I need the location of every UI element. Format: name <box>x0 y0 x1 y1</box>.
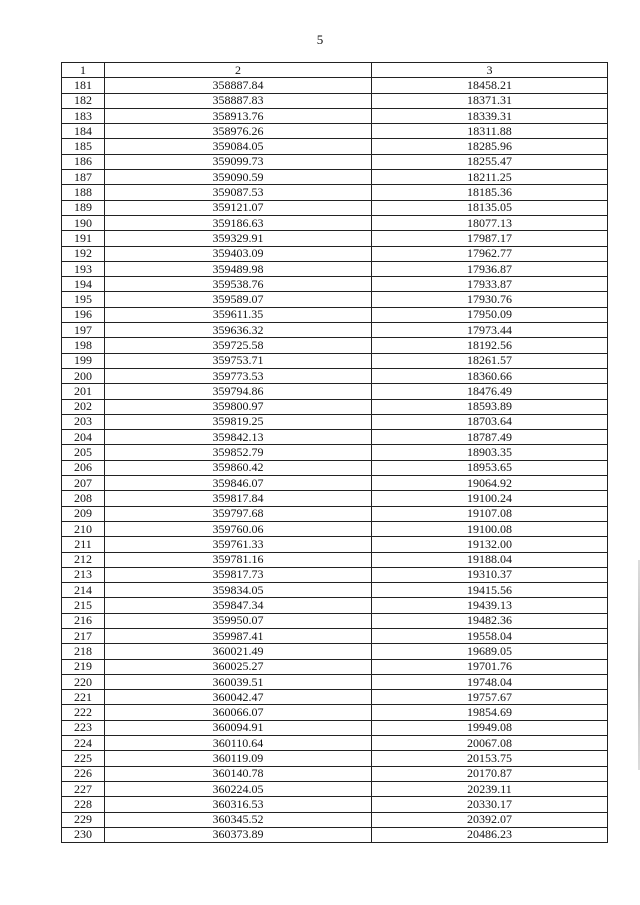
y-coordinate-cell: 18787.49 <box>372 430 608 445</box>
point-number-cell: 215 <box>62 598 105 613</box>
x-coordinate-cell: 359781.16 <box>105 552 372 567</box>
table-body <box>62 78 608 843</box>
point-number-cell: 205 <box>62 445 105 460</box>
table-row <box>62 797 608 812</box>
x-coordinate-cell: 359090.59 <box>105 170 372 185</box>
table-row <box>62 78 608 93</box>
x-coordinate-cell: 359842.13 <box>105 430 372 445</box>
x-coordinate-cell: 360110.64 <box>105 736 372 751</box>
y-coordinate-cell: 18953.65 <box>372 460 608 475</box>
table-row <box>62 705 608 720</box>
x-coordinate-cell: 359589.07 <box>105 292 372 307</box>
y-coordinate-cell: 18077.13 <box>372 215 608 230</box>
x-coordinate-cell: 360021.49 <box>105 644 372 659</box>
x-coordinate-cell: 359753.71 <box>105 353 372 368</box>
x-coordinate-cell: 359186.63 <box>105 215 372 230</box>
table-row <box>62 353 608 368</box>
x-coordinate-cell: 359084.05 <box>105 139 372 154</box>
y-coordinate-cell: 17933.87 <box>372 277 608 292</box>
table-row <box>62 307 608 322</box>
table-row <box>62 674 608 689</box>
y-coordinate-cell: 19100.24 <box>372 491 608 506</box>
table-row <box>62 277 608 292</box>
y-coordinate-cell: 19482.36 <box>372 613 608 628</box>
table-row <box>62 384 608 399</box>
y-coordinate-cell: 19132.00 <box>372 537 608 552</box>
x-coordinate-cell: 359852.79 <box>105 445 372 460</box>
y-coordinate-cell: 19748.04 <box>372 674 608 689</box>
point-number-cell: 216 <box>62 613 105 628</box>
y-coordinate-cell: 18903.35 <box>372 445 608 460</box>
point-number-cell: 188 <box>62 185 105 200</box>
x-coordinate-cell: 359846.07 <box>105 476 372 491</box>
x-coordinate-cell: 359403.09 <box>105 246 372 261</box>
point-number-cell: 201 <box>62 384 105 399</box>
table-row <box>62 338 608 353</box>
point-number-cell: 199 <box>62 353 105 368</box>
table-row <box>62 751 608 766</box>
point-number-cell: 208 <box>62 491 105 506</box>
point-number-cell: 184 <box>62 124 105 139</box>
x-coordinate-cell: 359761.33 <box>105 537 372 552</box>
point-number-cell: 230 <box>62 827 105 842</box>
table-header <box>62 63 608 78</box>
point-number-cell: 202 <box>62 399 105 414</box>
x-coordinate-cell: 359950.07 <box>105 613 372 628</box>
y-coordinate-cell: 18458.21 <box>372 78 608 93</box>
x-coordinate-cell: 359538.76 <box>105 277 372 292</box>
y-coordinate-cell: 18261.57 <box>372 353 608 368</box>
point-number-cell: 219 <box>62 659 105 674</box>
table-row <box>62 628 608 643</box>
y-coordinate-cell: 20153.75 <box>372 751 608 766</box>
x-coordinate-cell: 359987.41 <box>105 628 372 643</box>
point-number-cell: 187 <box>62 170 105 185</box>
table-row <box>62 399 608 414</box>
x-coordinate-cell: 359817.84 <box>105 491 372 506</box>
table-row <box>62 368 608 383</box>
y-coordinate-cell: 19188.04 <box>372 552 608 567</box>
y-coordinate-cell: 18185.36 <box>372 185 608 200</box>
y-coordinate-cell: 17962.77 <box>372 246 608 261</box>
table-row <box>62 613 608 628</box>
x-coordinate-cell: 358887.83 <box>105 93 372 108</box>
column-header-y: 3 <box>372 63 608 78</box>
table-row <box>62 154 608 169</box>
y-coordinate-cell: 18703.64 <box>372 414 608 429</box>
y-coordinate-cell: 19107.08 <box>372 506 608 521</box>
y-coordinate-cell: 20486.23 <box>372 827 608 842</box>
table-row <box>62 185 608 200</box>
table-row <box>62 659 608 674</box>
point-number-cell: 221 <box>62 690 105 705</box>
y-coordinate-cell: 18339.31 <box>372 108 608 123</box>
y-coordinate-cell: 18371.31 <box>372 93 608 108</box>
y-coordinate-cell: 17950.09 <box>372 307 608 322</box>
point-number-cell: 198 <box>62 338 105 353</box>
point-number-cell: 185 <box>62 139 105 154</box>
point-number-cell: 181 <box>62 78 105 93</box>
x-coordinate-cell: 359819.25 <box>105 414 372 429</box>
x-coordinate-cell: 359834.05 <box>105 583 372 598</box>
point-number-cell: 195 <box>62 292 105 307</box>
point-number-cell: 210 <box>62 521 105 536</box>
table-row <box>62 430 608 445</box>
y-coordinate-cell: 20330.17 <box>372 797 608 812</box>
point-number-cell: 192 <box>62 246 105 261</box>
x-coordinate-cell: 360039.51 <box>105 674 372 689</box>
x-coordinate-cell: 360140.78 <box>105 766 372 781</box>
point-number-cell: 186 <box>62 154 105 169</box>
y-coordinate-cell: 18255.47 <box>372 154 608 169</box>
x-coordinate-cell: 359860.42 <box>105 460 372 475</box>
table-row <box>62 261 608 276</box>
x-coordinate-cell: 359797.68 <box>105 506 372 521</box>
table-row <box>62 246 608 261</box>
x-coordinate-cell: 359636.32 <box>105 323 372 338</box>
table-row <box>62 445 608 460</box>
column-header-point: 1 <box>62 63 105 78</box>
x-coordinate-cell: 360066.07 <box>105 705 372 720</box>
table-row <box>62 827 608 842</box>
x-coordinate-cell: 359611.35 <box>105 307 372 322</box>
x-coordinate-cell: 360345.52 <box>105 812 372 827</box>
x-coordinate-cell: 359817.73 <box>105 567 372 582</box>
y-coordinate-cell: 19701.76 <box>372 659 608 674</box>
x-coordinate-cell: 360373.89 <box>105 827 372 842</box>
y-coordinate-cell: 18476.49 <box>372 384 608 399</box>
x-coordinate-cell: 358976.26 <box>105 124 372 139</box>
table-row <box>62 139 608 154</box>
y-coordinate-cell: 19064.92 <box>372 476 608 491</box>
y-coordinate-cell: 20239.11 <box>372 781 608 796</box>
x-coordinate-cell: 359800.97 <box>105 399 372 414</box>
y-coordinate-cell: 20392.07 <box>372 812 608 827</box>
point-number-cell: 229 <box>62 812 105 827</box>
x-coordinate-cell: 359794.86 <box>105 384 372 399</box>
y-coordinate-cell: 20170.87 <box>372 766 608 781</box>
y-coordinate-cell: 18311.88 <box>372 124 608 139</box>
table-row <box>62 170 608 185</box>
table-row <box>62 491 608 506</box>
table-row <box>62 108 608 123</box>
point-number-cell: 225 <box>62 751 105 766</box>
y-coordinate-cell: 19949.08 <box>372 720 608 735</box>
table-row <box>62 644 608 659</box>
point-number-cell: 220 <box>62 674 105 689</box>
x-coordinate-cell: 360094.91 <box>105 720 372 735</box>
y-coordinate-cell: 20067.08 <box>372 736 608 751</box>
y-coordinate-cell: 19689.05 <box>372 644 608 659</box>
point-number-cell: 183 <box>62 108 105 123</box>
point-number-cell: 212 <box>62 552 105 567</box>
table-row <box>62 720 608 735</box>
point-number-cell: 226 <box>62 766 105 781</box>
table-row <box>62 231 608 246</box>
table-row <box>62 766 608 781</box>
y-coordinate-cell: 19757.67 <box>372 690 608 705</box>
y-coordinate-cell: 19310.37 <box>372 567 608 582</box>
x-coordinate-cell: 360224.05 <box>105 781 372 796</box>
x-coordinate-cell: 359725.58 <box>105 338 372 353</box>
y-coordinate-cell: 18211.25 <box>372 170 608 185</box>
point-number-cell: 213 <box>62 567 105 582</box>
point-number-cell: 222 <box>62 705 105 720</box>
point-number-cell: 182 <box>62 93 105 108</box>
x-coordinate-cell: 360025.27 <box>105 659 372 674</box>
y-coordinate-cell: 17973.44 <box>372 323 608 338</box>
point-number-cell: 206 <box>62 460 105 475</box>
page-number: 5 <box>316 32 324 47</box>
header-row <box>62 63 608 78</box>
table-row <box>62 552 608 567</box>
point-number-cell: 227 <box>62 781 105 796</box>
point-number-cell: 191 <box>62 231 105 246</box>
point-number-cell: 196 <box>62 307 105 322</box>
x-coordinate-cell: 359773.53 <box>105 368 372 383</box>
x-coordinate-cell: 360316.53 <box>105 797 372 812</box>
x-coordinate-cell: 359489.98 <box>105 261 372 276</box>
point-number-cell: 193 <box>62 261 105 276</box>
table-row <box>62 215 608 230</box>
y-coordinate-cell: 17930.76 <box>372 292 608 307</box>
x-coordinate-cell: 359329.91 <box>105 231 372 246</box>
point-number-cell: 189 <box>62 200 105 215</box>
x-coordinate-cell: 359847.34 <box>105 598 372 613</box>
coordinates-table <box>61 62 608 843</box>
y-coordinate-cell: 18360.66 <box>372 368 608 383</box>
table-row <box>62 812 608 827</box>
table-row <box>62 598 608 613</box>
y-coordinate-cell: 18593.89 <box>372 399 608 414</box>
table-row <box>62 583 608 598</box>
table-row <box>62 521 608 536</box>
point-number-cell: 190 <box>62 215 105 230</box>
point-number-cell: 194 <box>62 277 105 292</box>
y-coordinate-cell: 19415.56 <box>372 583 608 598</box>
point-number-cell: 217 <box>62 628 105 643</box>
x-coordinate-cell: 359121.07 <box>105 200 372 215</box>
y-coordinate-cell: 19100.08 <box>372 521 608 536</box>
table-row <box>62 690 608 705</box>
table-row <box>62 506 608 521</box>
x-coordinate-cell: 360042.47 <box>105 690 372 705</box>
table-row <box>62 736 608 751</box>
y-coordinate-cell: 17936.87 <box>372 261 608 276</box>
x-coordinate-cell: 359760.06 <box>105 521 372 536</box>
y-coordinate-cell: 19439.13 <box>372 598 608 613</box>
x-coordinate-cell: 359099.73 <box>105 154 372 169</box>
point-number-cell: 204 <box>62 430 105 445</box>
x-coordinate-cell: 359087.53 <box>105 185 372 200</box>
table-row <box>62 781 608 796</box>
y-coordinate-cell: 18285.96 <box>372 139 608 154</box>
point-number-cell: 228 <box>62 797 105 812</box>
table-row <box>62 93 608 108</box>
table-row <box>62 124 608 139</box>
point-number-cell: 224 <box>62 736 105 751</box>
table-row <box>62 567 608 582</box>
point-number-cell: 203 <box>62 414 105 429</box>
y-coordinate-cell: 19558.04 <box>372 628 608 643</box>
point-number-cell: 214 <box>62 583 105 598</box>
column-header-x: 2 <box>105 63 372 78</box>
point-number-cell: 218 <box>62 644 105 659</box>
x-coordinate-cell: 358913.76 <box>105 108 372 123</box>
table-row <box>62 414 608 429</box>
point-number-cell: 197 <box>62 323 105 338</box>
point-number-cell: 209 <box>62 506 105 521</box>
point-number-cell: 211 <box>62 537 105 552</box>
table-row <box>62 537 608 552</box>
point-number-cell: 207 <box>62 476 105 491</box>
y-coordinate-cell: 18192.56 <box>372 338 608 353</box>
table-row <box>62 292 608 307</box>
y-coordinate-cell: 17987.17 <box>372 231 608 246</box>
y-coordinate-cell: 19854.69 <box>372 705 608 720</box>
point-number-cell: 200 <box>62 368 105 383</box>
table-row <box>62 200 608 215</box>
table-row <box>62 323 608 338</box>
x-coordinate-cell: 358887.84 <box>105 78 372 93</box>
table-row <box>62 476 608 491</box>
x-coordinate-cell: 360119.09 <box>105 751 372 766</box>
table-row <box>62 460 608 475</box>
y-coordinate-cell: 18135.05 <box>372 200 608 215</box>
point-number-cell: 223 <box>62 720 105 735</box>
